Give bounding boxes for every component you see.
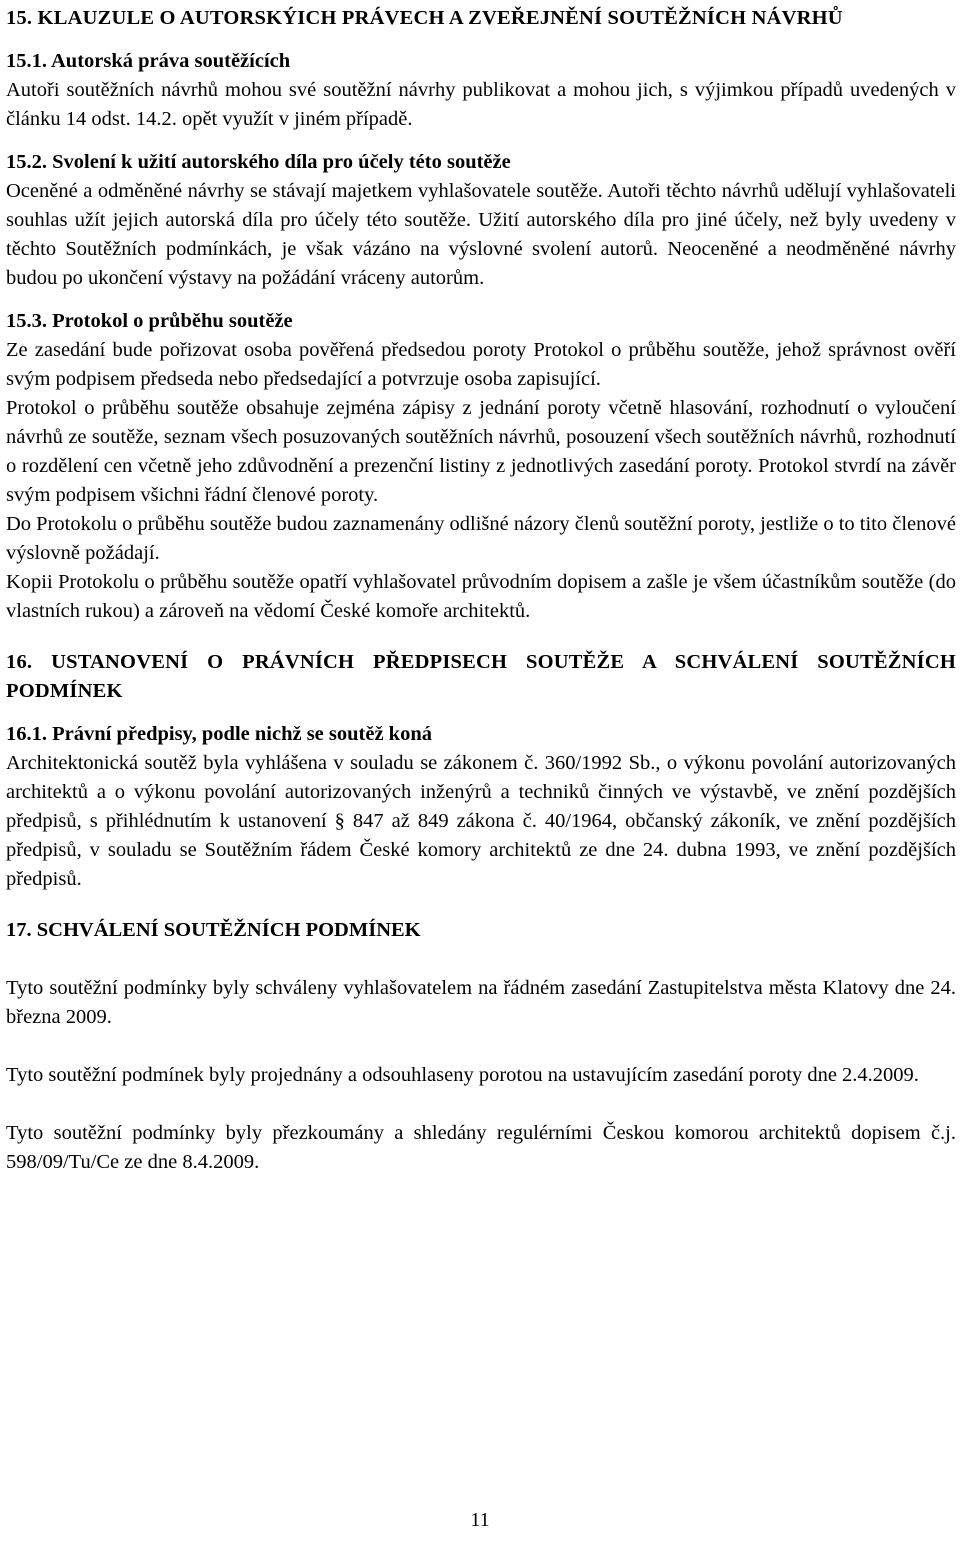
section-15-2-text: Oceněné a odměněné návrhy se stávají majetkem vyhlašovatele soutěže. Autoři těchto návrhů udělují vyhlašovateli souhlas užít jejich autorská díla pro účely této soutěže. Užití autorského díla pro jiné účely, než byly uvedeny v těchto Soutěžních podmínkách, je však vázáno na výslovné svolení autorů. Neoceněné a neodměněné návrhy budou po ukončení výstavy na požádání vráceny autorům. — [6, 180, 956, 289]
section-15-1-title: 15.1. Autorská práva soutěžících — [6, 50, 291, 72]
page-number: 11 — [470, 1509, 490, 1531]
section-16-heading: 16. USTANOVENÍ O PRÁVNÍCH PŘEDPISECH SOUTĚŽE A SCHVÁLENÍ SOUTĚŽNÍCH PODMÍNEK — [6, 651, 956, 702]
section-15-3-paragraph-3: Do Protokolu o průběhu soutěže budou zaznamenány odlišné názory členů soutěžní poroty, jestliže o to tito členové výslovně požádají. — [6, 513, 956, 564]
section-17-paragraph-2: Tyto soutěžní podmínek byly projednány a odsouhlaseny porotou na ustavujícím zasedání poroty dne 2.4.2009. — [6, 1064, 919, 1086]
section-16-1-title: 16.1. Právní předpisy, podle nichž se soutěž koná — [6, 723, 432, 745]
section-15-3-paragraph-4: Kopii Protokolu o průběhu soutěže opatří vyhlašovatel průvodním dopisem a zašle je všem účastníkům soutěže (do vlastních rukou) a zároveň na vědomí České komoře architektů. — [6, 571, 956, 622]
section-17-heading: 17. SCHVÁLENÍ SOUTĚŽNÍCH PODMÍNEK — [6, 919, 421, 941]
document-page — [6, 4, 956, 1177]
section-15-3-paragraph-2: Protokol o průběhu soutěže obsahuje zejména zápisy z jednání poroty včetně hlasování, rozhodnutí o vyloučení návrhů ze soutěže, seznam všech posuzovaných soutěžních návrhů, posouzení všech soutěžních návrhů, rozhodnutí o rozdělení cen včetně jeho zdůvodnění a prezenční listiny z jednotlivých zasedání poroty. Protokol stvrdí na závěr svým podpisem všichni řádní členové poroty. — [6, 397, 956, 506]
section-15-3-title: 15.3. Protokol o průběhu soutěže — [6, 310, 293, 332]
section-17-paragraph-3: Tyto soutěžní podmínky byly přezkoumány a shledány regulérními Českou komorou architektů dopisem č.j. 598/09/Tu/Ce ze dne 8.4.2009. — [6, 1122, 956, 1173]
section-15-3-paragraph-1: Ze zasedání bude pořizovat osoba pověřená předsedou poroty Protokol o průběhu soutěže, jehož správnost ověří svým podpisem předseda nebo předsedající a potvrzuje osoba zapisující. — [6, 339, 956, 390]
section-15-heading: 15. KLAUZULE O AUTORSKÝICH PRÁVECH A ZVEŘEJNĚNÍ SOUTĚŽNÍCH NÁVRHŮ — [6, 7, 843, 29]
section-15-1-text: Autoři soutěžních návrhů mohou své soutěžní návrhy publikovat a mohou jich, s výjimkou případů uvedených v článku 14 odst. 14.2. opět využít v jiném případě. — [6, 79, 956, 130]
section-16-1-text: Architektonická soutěž byla vyhlášena v souladu se zákonem č. 360/1992 Sb., o výkonu povolání autorizovaných architektů a o výkonu povolání autorizovaných inženýrů a techniků činných ve výstavbě, ve znění pozdějších předpisů, s přihlédnutím k ustanovení § 847 až 849 zákona č. 40/1964, občanský zákoník, ve znění pozdějších předpisů, v souladu se Soutěžním řádem České komory architektů ze dne 24. dubna 1993, ve znění pozdějších předpisů. — [6, 752, 956, 890]
section-17-paragraph-1: Tyto soutěžní podmínky byly schváleny vyhlašovatelem na řádném zasedání Zastupitelstva města Klatovy dne 24. března 2009. — [6, 977, 956, 1028]
section-15-2-title: 15.2. Svolení k užití autorského díla pro účely této soutěže — [6, 151, 511, 173]
